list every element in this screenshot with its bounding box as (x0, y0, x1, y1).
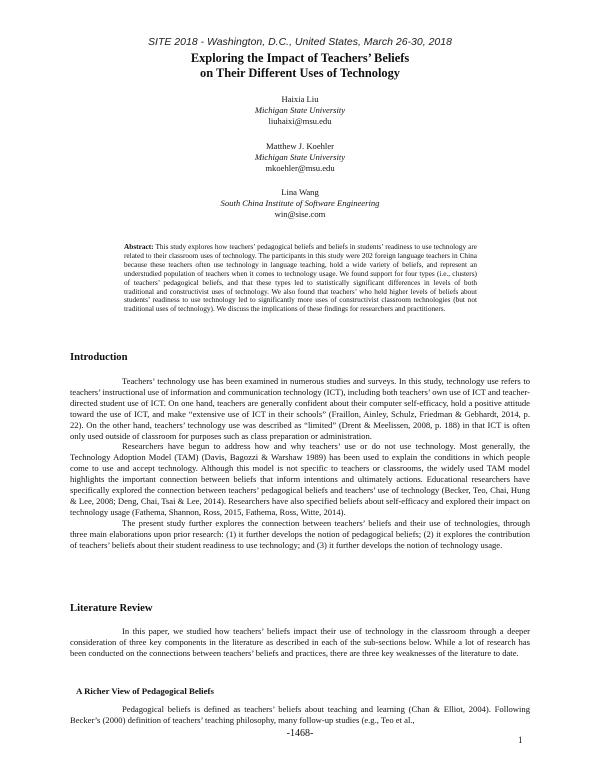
title-line-1: Exploring the Impact of Teachers’ Beliefs (190, 51, 410, 65)
paragraph: Pedagogical beliefs is defined as teachers’ beliefs about teaching and learning (Chan & Elliot, 2004). Following Becker’s (2000) definition of teachers’ teaching philosophy, many follow-up studies (e.g., Teo et al., (70, 704, 530, 725)
paper-title (100, 51, 500, 80)
conference-header: SITE 2018 - Washington, D.C., United States, March 26-30, 2018 (148, 36, 452, 48)
section-heading-literature-review: Literature Review (70, 603, 153, 614)
author-block-1 (0, 94, 600, 127)
author-block-2 (0, 141, 600, 174)
author-affiliation: Michigan State University (254, 152, 346, 162)
author-affiliation: South China Institute of Software Engineering (220, 198, 380, 208)
author-name: Haixia Liu (281, 94, 319, 104)
author-email: win@sise.com (274, 209, 326, 219)
author-name: Lina Wang (281, 187, 319, 197)
paragraph: The present study further explores the connection between teachers’ beliefs and their use of technologies, through three main elaborations upon prior research: (1) it further develops the notion of pedagogical beliefs; (2) it explores the contribution of teachers’ beliefs about their student readiness to use technology; and (3) it further develops the notion of technology usage. (70, 517, 530, 550)
abstract-label: Abstract: (124, 242, 154, 251)
introduction-body (70, 376, 530, 551)
title-line-2: on Their Different Uses of Technology (200, 65, 400, 80)
pedagogical-beliefs-body (70, 704, 530, 726)
author-block-3 (0, 187, 600, 220)
proceedings-page-label: -1468- (286, 728, 314, 739)
author-email: mkoehler@msu.edu (265, 163, 335, 173)
literature-review-body (70, 626, 530, 659)
subsection-heading-pedagogical-beliefs: A Richer View of Pedagogical Beliefs (76, 686, 214, 696)
author-affiliation: Michigan State University (254, 105, 346, 115)
author-name: Matthew J. Koehler (265, 141, 335, 151)
paragraph: In this paper, we studied how teachers’ beliefs impact their use of technology in the classroom through a deeper consideration of three key components in the literature as described in each of the sub-sections below. While a lot of research has been conducted on the connections between teachers’ beliefs and practices, there are three key weaknesses of the literature to date. (70, 626, 530, 658)
paragraph: Researchers have begun to address how and why teachers’ use or do not use technology. Most generally, the Technology Adoption Model (TAM) (Davis, Bagozzi & Warshaw 1989) has been used to explain the conditions in which people come to use and accept technology. Although this model is not specific to teachers or classrooms, the widely used TAM model highlights the important connection between beliefs that inform intentions and ultimately actions. Educational researchers have specifically explored the connection between teachers’ pedagogical beliefs and teachers’ use of technology (Becker, Teo, Chai, Hung & Lee, 2008; Deng, Chai, Tsai & Lee, 2014). Researchers have also specified beliefs about self-efficacy and explored their impact on technology usage (Fathema, Shannon, Ross, 2015, Fathema, Ross, Witte, 2014). (70, 441, 530, 517)
section-heading-introduction: Introduction (70, 352, 128, 363)
abstract-text: This study explores how teachers’ pedagogical beliefs and beliefs in students’ readiness to use technology are related to their classroom uses of technology. The participants in this study were 202 foreign language teachers in China because these teachers often use technology in language teaching, hold a wide variety of beliefs, and represent an understudied population of teachers when it comes to technology usage. We found support for four types (i.e., clusters) of teachers’ pedagogical beliefs, and that these types led to statistically significant differences in levels of both traditional and constructivist uses of technology. We also found that teachers’ who held higher levels of beliefs about students’ readiness to use technology led to significantly more uses of constructivist classroom technologies (but not traditional uses of technology). We discuss the implications of these findings for researchers and practitioners. (124, 242, 477, 314)
abstract (124, 243, 477, 314)
author-email: liuhaixi@msu.edu (268, 116, 332, 126)
page-number: 1 (518, 735, 523, 745)
paragraph: Teachers’ technology use has been examined in numerous studies and surveys. In this study, technology use refers to teachers’ instructional use of information and communication technology (ICT), including both teachers’ own use of ICT and teacher-directed student use of ICT. On one hand, teachers are generally confident about their computer self-efficacy, hold a positive attitude toward the use of ICT, and make “extensive use of ICT in their schools” (Fraillon, Ainley, Schulz, Friedman & Gebhardt, 2014, p. 22). On the other hand, teachers’ technology use was described as “limited” (Drent & Meelissen, 2008, p. 188) in that ICT is often only used outside of classroom for purposes such as class preparation or administration. (70, 376, 530, 441)
